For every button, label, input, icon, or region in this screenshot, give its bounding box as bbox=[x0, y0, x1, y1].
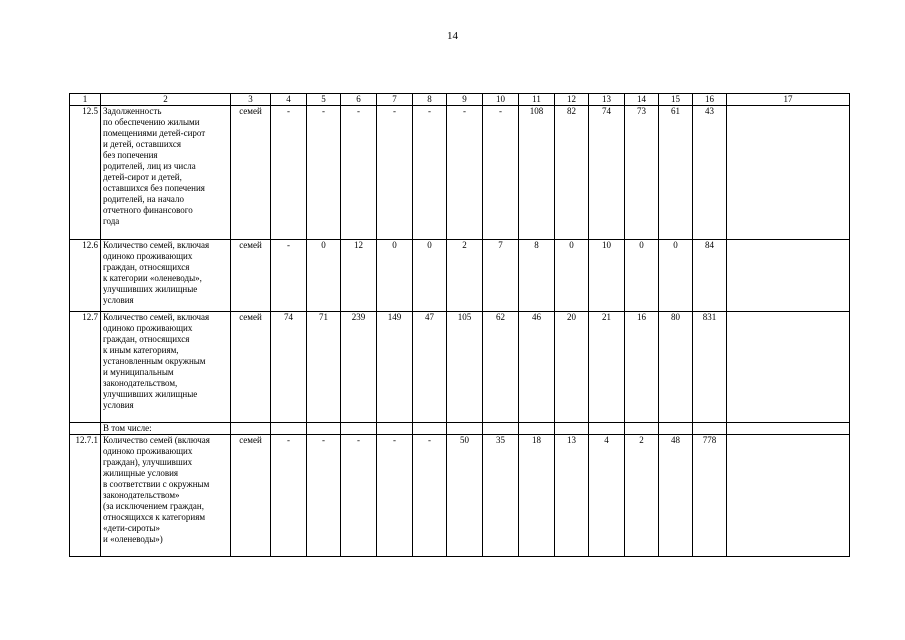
note-cell bbox=[727, 423, 850, 435]
row-name-line: улучшивших жилищные bbox=[103, 389, 198, 399]
row-name bbox=[101, 240, 231, 312]
value-cell: 13 bbox=[555, 435, 589, 557]
row-name-line: без попечения bbox=[103, 150, 158, 160]
value-cell: 80 bbox=[659, 312, 693, 423]
header-cell: 1 bbox=[70, 94, 101, 106]
row-name-line: улучшивших жилищные bbox=[103, 284, 198, 294]
note-cell bbox=[727, 435, 850, 557]
value-cell: 2 bbox=[447, 240, 483, 312]
table-row bbox=[70, 240, 850, 312]
value-cell: - bbox=[413, 106, 447, 240]
row-name-line: установленным окружным bbox=[103, 356, 206, 366]
value-cell: 105 bbox=[447, 312, 483, 423]
value-cell: 47 bbox=[413, 312, 447, 423]
row-name-line: родителей, лиц из числа bbox=[103, 161, 196, 171]
page-number: 14 bbox=[447, 30, 458, 42]
value-cell: 50 bbox=[447, 435, 483, 557]
value-cell: 7 bbox=[483, 240, 519, 312]
row-name-line: Количество семей, включая bbox=[103, 312, 210, 322]
row-name-line: Количество семей (включая bbox=[103, 435, 210, 445]
row-name-line: помещениями детей-сирот bbox=[103, 128, 206, 138]
value-cell: - bbox=[447, 106, 483, 240]
note-cell bbox=[727, 240, 850, 312]
header-cell: 17 bbox=[727, 94, 850, 106]
value-cell: 4 bbox=[589, 435, 625, 557]
value-cell: 71 bbox=[307, 312, 341, 423]
value-cell: 108 bbox=[519, 106, 555, 240]
value-cell: 21 bbox=[589, 312, 625, 423]
value-cell: - bbox=[341, 106, 377, 240]
note-cell bbox=[727, 106, 850, 240]
row-name-line: жилищные условия bbox=[103, 468, 179, 478]
value-cell: 16 bbox=[625, 312, 659, 423]
value-cell bbox=[659, 423, 693, 435]
row-name-line: отчетного финансового bbox=[103, 205, 193, 215]
value-cell: 18 bbox=[519, 435, 555, 557]
value-cell bbox=[307, 423, 341, 435]
value-cell: 2 bbox=[625, 435, 659, 557]
row-code: 12.5 bbox=[70, 106, 101, 240]
value-cell: - bbox=[271, 240, 307, 312]
value-cell bbox=[693, 423, 727, 435]
row-name bbox=[101, 106, 231, 240]
row-code: 12.6 bbox=[70, 240, 101, 312]
value-cell: 73 bbox=[625, 106, 659, 240]
value-cell: 74 bbox=[589, 106, 625, 240]
header-cell: 12 bbox=[555, 94, 589, 106]
header-cell: 6 bbox=[341, 94, 377, 106]
value-cell: 84 bbox=[693, 240, 727, 312]
row-name-line: и муниципальным bbox=[103, 367, 174, 377]
header-cell: 3 bbox=[231, 94, 271, 106]
row-name-line: к категории «оленеводы», bbox=[103, 273, 202, 283]
row-name bbox=[101, 423, 231, 435]
header-cell: 9 bbox=[447, 94, 483, 106]
value-cell: 0 bbox=[659, 240, 693, 312]
value-cell: 61 bbox=[659, 106, 693, 240]
value-cell: 831 bbox=[693, 312, 727, 423]
row-name-line: Задолженность bbox=[103, 106, 162, 116]
value-cell bbox=[341, 423, 377, 435]
value-cell: 46 bbox=[519, 312, 555, 423]
header-cell: 13 bbox=[589, 94, 625, 106]
value-cell bbox=[413, 423, 447, 435]
row-name-line: граждан, относящихся bbox=[103, 334, 190, 344]
row-name-line: одиноко проживающих bbox=[103, 323, 193, 333]
table-row bbox=[70, 106, 850, 240]
row-name-line: законодательством, bbox=[103, 378, 178, 388]
value-cell bbox=[589, 423, 625, 435]
row-code: 12.7.1 bbox=[70, 435, 101, 557]
value-cell: 0 bbox=[307, 240, 341, 312]
value-cell bbox=[377, 423, 413, 435]
value-cell: 82 bbox=[555, 106, 589, 240]
header-row bbox=[70, 94, 850, 106]
header-cell: 16 bbox=[693, 94, 727, 106]
row-name-line: (за исключением граждан, bbox=[103, 501, 204, 511]
row-name-line: и «оленеводы») bbox=[103, 534, 163, 544]
value-cell: 74 bbox=[271, 312, 307, 423]
row-code bbox=[70, 423, 101, 435]
value-cell: - bbox=[483, 106, 519, 240]
value-cell: 20 bbox=[555, 312, 589, 423]
value-cell: 12 bbox=[341, 240, 377, 312]
value-cell: - bbox=[377, 106, 413, 240]
row-name-line: относящихся к категориям bbox=[103, 512, 206, 522]
value-cell bbox=[625, 423, 659, 435]
row-code: 12.7 bbox=[70, 312, 101, 423]
header-cell: 15 bbox=[659, 94, 693, 106]
row-unit: семей bbox=[231, 106, 271, 240]
row-name-line: одиноко проживающих bbox=[103, 446, 193, 456]
row-name-line: Количество семей, включая bbox=[103, 240, 210, 250]
row-name-line: В том числе: bbox=[103, 423, 152, 433]
row-unit: семей bbox=[231, 435, 271, 557]
row-name-line: законодательством» bbox=[103, 490, 180, 500]
value-cell: 0 bbox=[377, 240, 413, 312]
table-row bbox=[70, 435, 850, 557]
data-table bbox=[69, 93, 850, 557]
value-cell bbox=[555, 423, 589, 435]
value-cell bbox=[271, 423, 307, 435]
header-cell: 14 bbox=[625, 94, 659, 106]
value-cell: - bbox=[271, 435, 307, 557]
value-cell bbox=[483, 423, 519, 435]
value-cell: 43 bbox=[693, 106, 727, 240]
value-cell: 149 bbox=[377, 312, 413, 423]
value-cell: 62 bbox=[483, 312, 519, 423]
row-name-line: и детей, оставшихся bbox=[103, 139, 182, 149]
value-cell: 239 bbox=[341, 312, 377, 423]
row-name-line: к иным категориям, bbox=[103, 345, 179, 355]
row-unit bbox=[231, 423, 271, 435]
value-cell: 35 bbox=[483, 435, 519, 557]
row-name-line: детей-сирот и детей, bbox=[103, 172, 182, 182]
row-name-line: года bbox=[103, 216, 120, 226]
row-name-line: граждан), улучшивших bbox=[103, 457, 193, 467]
value-cell: 10 bbox=[589, 240, 625, 312]
row-unit: семей bbox=[231, 240, 271, 312]
value-cell: - bbox=[307, 106, 341, 240]
row-name bbox=[101, 435, 231, 557]
value-cell: 0 bbox=[555, 240, 589, 312]
value-cell: 778 bbox=[693, 435, 727, 557]
header-cell: 8 bbox=[413, 94, 447, 106]
header-cell: 2 bbox=[101, 94, 231, 106]
value-cell: 0 bbox=[625, 240, 659, 312]
header-cell: 10 bbox=[483, 94, 519, 106]
row-name bbox=[101, 312, 231, 423]
note-cell bbox=[727, 312, 850, 423]
value-cell bbox=[447, 423, 483, 435]
row-name-line: в соответствии с окружным bbox=[103, 479, 210, 489]
row-unit: семей bbox=[231, 312, 271, 423]
value-cell: 0 bbox=[413, 240, 447, 312]
row-name-line: «дети-сироты» bbox=[103, 523, 160, 533]
value-cell: 48 bbox=[659, 435, 693, 557]
row-name-line: одиноко проживающих bbox=[103, 251, 193, 261]
table-row bbox=[70, 312, 850, 423]
row-name-line: условия bbox=[103, 400, 134, 410]
header-cell: 4 bbox=[271, 94, 307, 106]
header-cell: 7 bbox=[377, 94, 413, 106]
row-name-line: условия bbox=[103, 295, 134, 305]
value-cell: - bbox=[307, 435, 341, 557]
row-name-line: по обеспечению жилыми bbox=[103, 117, 200, 127]
table-row bbox=[70, 423, 850, 435]
value-cell: - bbox=[341, 435, 377, 557]
value-cell bbox=[519, 423, 555, 435]
value-cell: - bbox=[377, 435, 413, 557]
value-cell: - bbox=[271, 106, 307, 240]
value-cell: - bbox=[413, 435, 447, 557]
value-cell: 8 bbox=[519, 240, 555, 312]
row-name-line: родителей, на начало bbox=[103, 194, 184, 204]
header-cell: 5 bbox=[307, 94, 341, 106]
row-name-line: граждан, относящихся bbox=[103, 262, 190, 272]
row-name-line: оставшихся без попечения bbox=[103, 183, 205, 193]
header-cell: 11 bbox=[519, 94, 555, 106]
